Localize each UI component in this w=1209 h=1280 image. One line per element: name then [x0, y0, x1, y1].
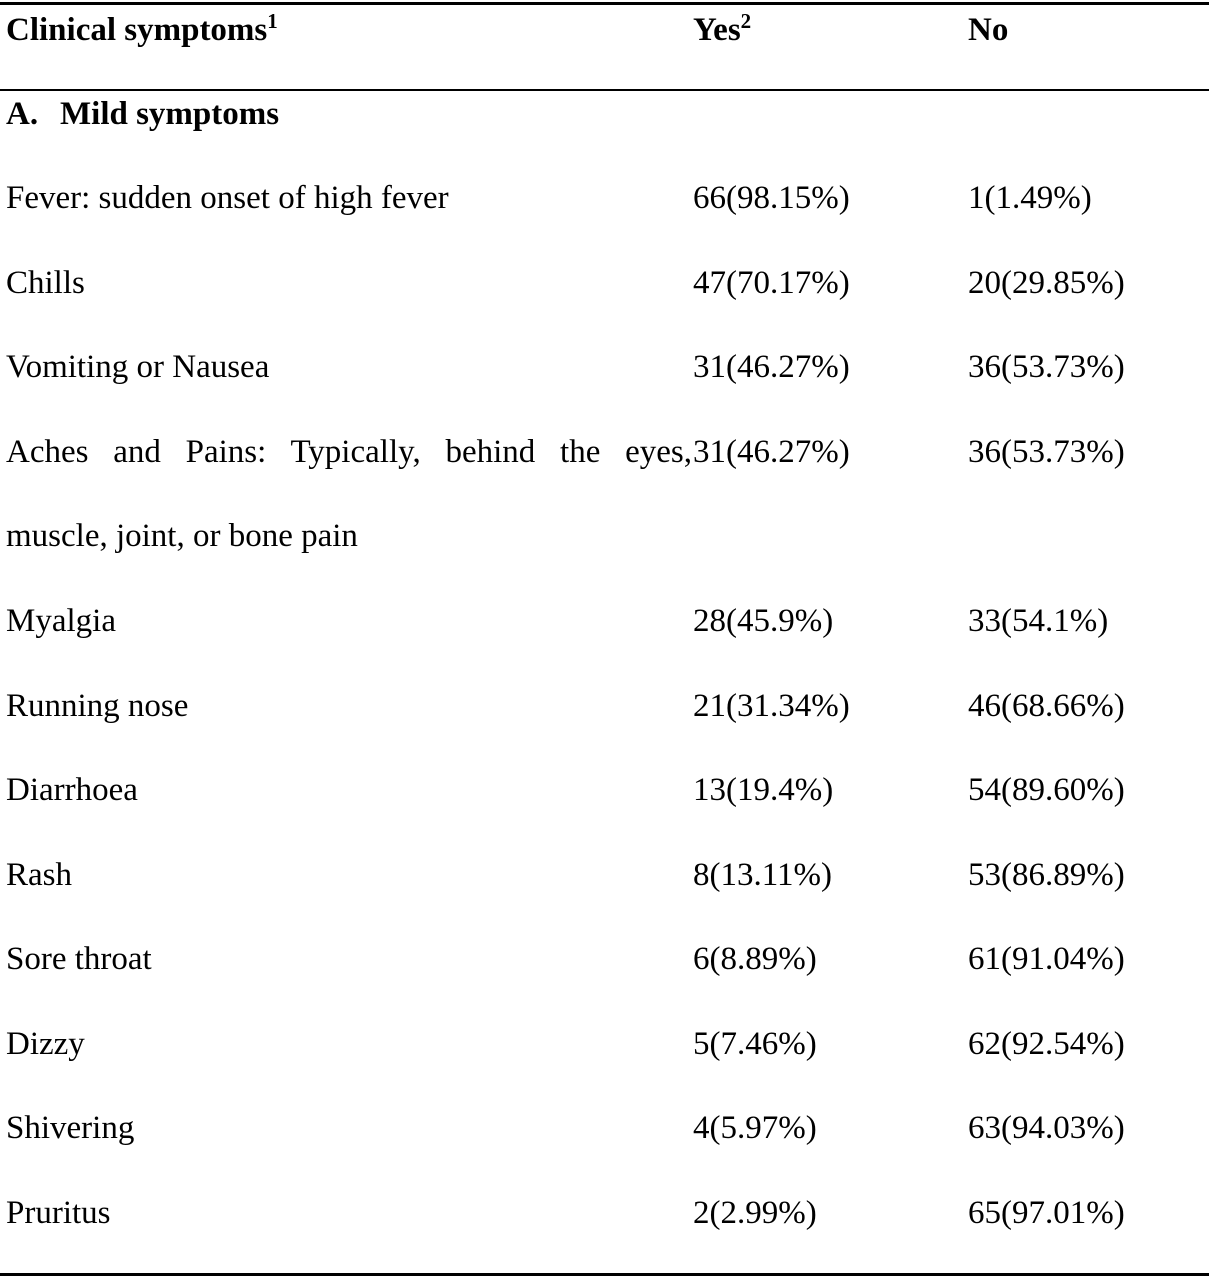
table-row-no: 63(94.03%)	[968, 1110, 1125, 1146]
table-row-symptom: Running nose	[6, 688, 189, 724]
table-row-symptom: Shivering	[6, 1110, 135, 1146]
table-row-symptom: Vomiting or Nausea	[6, 349, 270, 385]
top-rule	[0, 2, 1209, 5]
table-row-symptom: Sore throat	[6, 941, 152, 977]
table-row-yes: 31(46.27%)	[693, 349, 850, 385]
header-yes: Yes$^2$	[693, 9, 752, 48]
header-no: No	[968, 12, 1009, 48]
table-row-symptom: Fever: sudden onset of high fever	[6, 180, 449, 216]
table-row-yes: 47(70.17%)	[693, 265, 850, 301]
bottom-rule	[0, 1273, 1209, 1276]
table-row-yes: 8(13.11%)	[693, 857, 832, 893]
table-row-yes: 31(46.27%)	[693, 434, 850, 470]
table-row-yes: 2(2.99%)	[693, 1195, 817, 1231]
table-row-no: 20(29.85%)	[968, 265, 1125, 301]
header-clinical-symptoms: Clinical symptoms$^1$	[6, 9, 278, 48]
table-row-yes: 13(19.4%)	[693, 772, 834, 808]
table-row-yes: 5(7.46%)	[693, 1026, 817, 1062]
table-row-yes: 6(8.89%)	[693, 941, 817, 977]
table-row-no: 33(54.1%)	[968, 603, 1109, 639]
table-row-yes: 4(5.97%)	[693, 1110, 817, 1146]
table-row-no: 53(86.89%)	[968, 857, 1125, 893]
table-row-no: 1(1.49%)	[968, 180, 1092, 216]
table-row-no: 62(92.54%)	[968, 1026, 1125, 1062]
table-row-yes: 66(98.15%)	[693, 180, 850, 216]
section-heading-mild-symptoms: A. Mild symptoms	[6, 96, 280, 132]
table-row-symptom: Diarrhoea	[6, 772, 138, 808]
table-row-no: 36(53.73%)	[968, 434, 1125, 470]
table-row-symptom: Pruritus	[6, 1195, 111, 1231]
table-row-no: 36(53.73%)	[968, 349, 1125, 385]
table-row-symptom: Chills	[6, 265, 85, 301]
table-row-yes: 28(45.9%)	[693, 603, 834, 639]
table-row-symptom: Rash	[6, 857, 72, 893]
table-row-no: 65(97.01%)	[968, 1195, 1125, 1231]
header-rule	[0, 89, 1209, 91]
table-row-symptom: Aches and Pains: Typically, behind the eyes, muscle, joint, or bone pain	[6, 434, 692, 554]
table-row-symptom: Myalgia	[6, 603, 116, 639]
table-row-symptom: Dizzy	[6, 1026, 85, 1062]
table-row-no: 61(91.04%)	[968, 941, 1125, 977]
table-row-no: 54(89.60%)	[968, 772, 1125, 808]
table-row-yes: 21(31.34%)	[693, 688, 850, 724]
table-row-no: 46(68.66%)	[968, 688, 1125, 724]
